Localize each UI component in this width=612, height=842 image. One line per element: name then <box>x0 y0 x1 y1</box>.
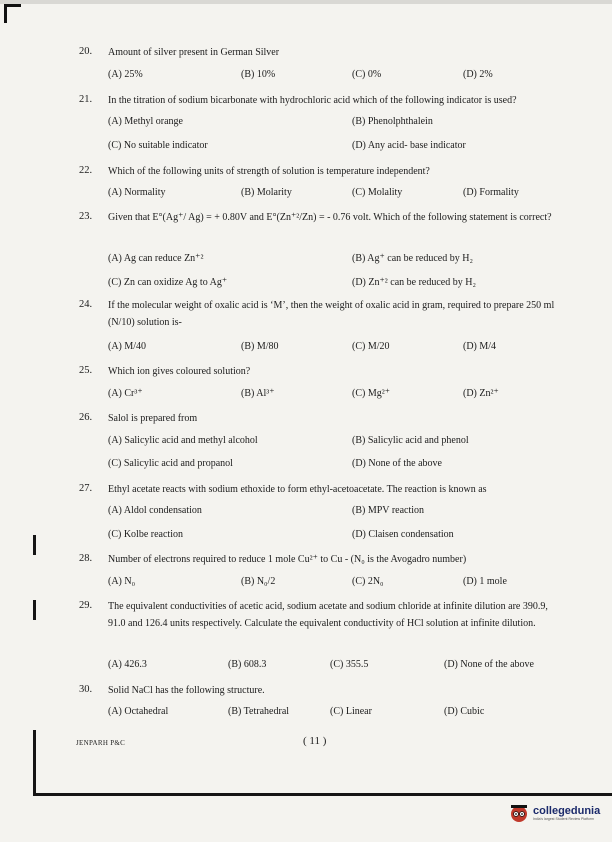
option-b: (B) Al³⁺ <box>241 388 275 399</box>
option-c: (C) Molality <box>352 187 403 198</box>
option-a: (A) 25% <box>108 69 143 80</box>
question-number: 22. <box>79 165 93 176</box>
option-c: (C) M/20 <box>352 341 390 352</box>
option-c: (C) Linear <box>330 706 372 717</box>
option-b: (B) Tetrahedral <box>228 706 290 717</box>
option-d: (D) Claisen condensation <box>352 529 454 540</box>
question-number: 23. <box>79 211 93 222</box>
logo-tagline: India's largest Student Review Platform <box>533 817 594 821</box>
question-text: Which of the following units of strength of solution is temperature independent? <box>108 166 430 177</box>
option-d: (D) 1 mole <box>463 576 507 587</box>
option-d: (D) Formality <box>463 187 519 198</box>
bottom-rule <box>33 793 612 796</box>
question-number: 29. <box>79 600 93 611</box>
corner-crop-mark <box>4 4 21 23</box>
option-b: (B) 10% <box>241 69 276 80</box>
scan-edge-top <box>0 0 612 4</box>
option-c: (C) Mg²⁺ <box>352 388 390 399</box>
option-a: (A) 426.3 <box>108 659 147 670</box>
question-number: 27. <box>79 483 93 494</box>
logo-name: collegedunia <box>533 805 601 817</box>
option-d: (D) Any acid- base indicator <box>352 140 466 151</box>
question-number: 20. <box>79 46 93 57</box>
option-b: (B) M/80 <box>241 341 279 352</box>
option-b: (B) MPV reaction <box>352 505 425 516</box>
option-d: (D) Cubic <box>444 706 485 717</box>
question-number: 30. <box>79 684 93 695</box>
option-d: (D) None of the above <box>444 659 534 670</box>
question-text: Number of electrons required to reduce 1 mole Cu²⁺ to Cu - (N₀ is the Avogadro number) <box>108 554 467 565</box>
option-a: (A) Methyl orange <box>108 116 183 127</box>
option-b: (B) Molarity <box>241 187 292 198</box>
option-d: (D) Zn²⁺ <box>463 388 499 399</box>
question-text: If the molecular weight of oxalic acid is ‘M’, then the weight of oxalic acid in gram, required to prepare 250 ml (N/10) solution is- <box>108 300 555 328</box>
question-text: Which ion gives coloured solution? <box>108 366 251 377</box>
option-a: (A) Cr³⁺ <box>108 388 143 399</box>
option-c: (C) 355.5 <box>330 659 369 670</box>
question-text: The equivalent conductivities of acetic acid, sodium acetate and sodium chloride at infinite dilution are 390.9, 91.0 and 126.4 units respectively. Calculate the equivalent conductivity of HCl solution at infinite dilution. <box>108 601 548 629</box>
margin-bar <box>33 535 36 555</box>
option-b: (B) Ag⁺ can be reduced by H₂ <box>352 253 473 264</box>
question-number: 25. <box>79 365 93 376</box>
page-number: ( 11 ) <box>303 735 327 747</box>
option-d: (D) None of the above <box>352 458 442 469</box>
option-a: (A) Ag can reduce Zn⁺² <box>108 253 204 264</box>
option-b: (B) N₀/2 <box>241 576 276 587</box>
mascot-icon <box>508 802 530 824</box>
question-text: Solid NaCl has the following structure. <box>108 685 265 696</box>
footer-code: JENPARH P&C <box>76 739 126 747</box>
option-c: (C) No suitable indicator <box>108 140 208 151</box>
option-a: (A) N₀ <box>108 576 136 587</box>
option-a: (A) Octahedral <box>108 706 169 717</box>
option-a: (A) Aldol condensation <box>108 505 202 516</box>
option-c: (C) 0% <box>352 69 382 80</box>
question-text: Amount of silver present in German Silver <box>108 47 280 58</box>
option-c: (C) Zn can oxidize Ag to Ag⁺ <box>108 277 228 288</box>
question-number: 26. <box>79 412 93 423</box>
option-b: (B) Salicylic acid and phenol <box>352 435 469 446</box>
option-c: (C) 2N₀ <box>352 576 384 587</box>
question-text: Given that E°(Ag⁺/ Ag) = + 0.80V and E°(Zn⁺²/Zn) = - 0.76 volt. Which of the following statement is correct? <box>108 212 552 223</box>
option-d: (D) M/4 <box>463 341 497 352</box>
option-a: (A) Salicylic acid and methyl alcohol <box>108 435 258 446</box>
option-c: (C) Kolbe reaction <box>108 529 183 540</box>
option-b: (B) Phenolphthalein <box>352 116 433 127</box>
option-c: (C) Salicylic acid and propanol <box>108 458 233 469</box>
option-a: (A) Normality <box>108 187 166 198</box>
margin-bar <box>33 730 36 795</box>
margin-bar <box>33 600 36 620</box>
question-number: 21. <box>79 94 93 105</box>
question-number: 28. <box>79 553 93 564</box>
option-a: (A) M/40 <box>108 341 147 352</box>
option-d: (D) Zn⁺² can be reduced by H₂ <box>352 277 476 288</box>
option-b: (B) 608.3 <box>228 659 267 670</box>
option-d: (D) 2% <box>463 69 493 80</box>
question-text: Salol is prepared from <box>108 413 198 424</box>
collegedunia-logo <box>508 802 600 824</box>
question-text: Ethyl acetate reacts with sodium ethoxide to form ethyl-acetoacetate. The reaction is known as <box>108 484 487 495</box>
question-number: 24. <box>79 299 93 310</box>
question-text: In the titration of sodium bicarbonate with hydrochloric acid which of the following indicator is used? <box>108 95 517 106</box>
